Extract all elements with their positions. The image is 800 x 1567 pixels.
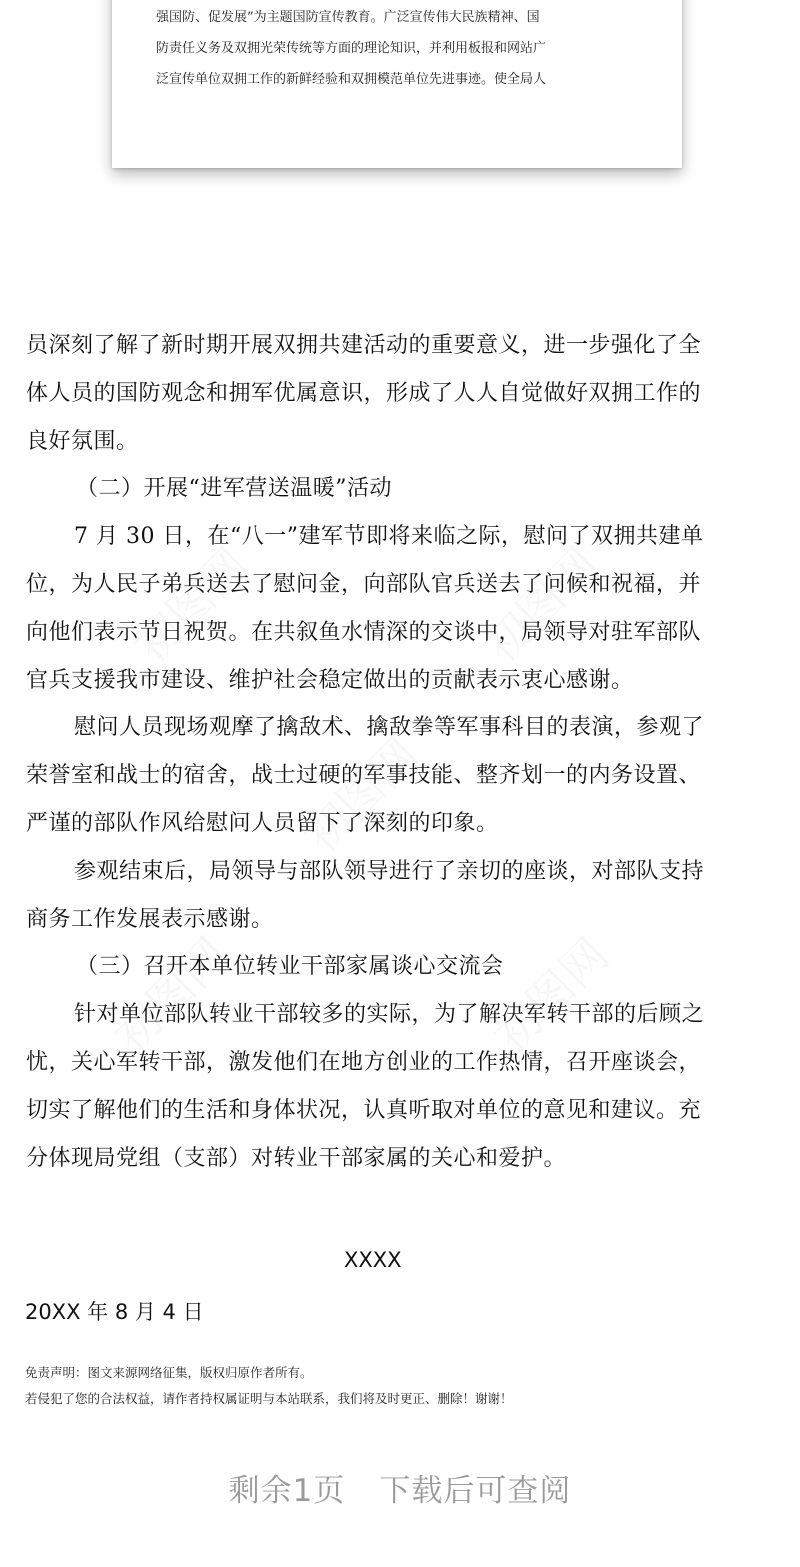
body-line: 荣誉室和战士的宿舍，战士过硬的军事技能、整齐划一的内务设置、 [26,763,702,789]
section-heading-2: （二）开展“进军营送温暖”活动 [76,476,392,502]
section-heading-3: （三）召开本单位转业干部家属谈心交流会 [76,954,504,980]
body-line: 良好氛围。 [26,428,139,454]
body-line: 严谨的部队作风给慰问人员留下了深刻的印象。 [26,810,499,836]
body-line: 商务工作发展表示感谢。 [26,906,274,932]
download-prompt[interactable] [0,1465,800,1510]
disclaimer [25,1360,513,1412]
body-line: 切实了解他们的生活和身体状况，认真听取对单位的意见和建议。充 [26,1097,702,1123]
document-body [26,322,778,1182]
body-line: 慰问人员现场观摩了擒敌术、擒敌拳等军事科目的表演，参观了 [74,715,705,741]
body-line: 7 月 30 日，在“八一”建军节即将来临之际，慰问了双拥共建单 [74,524,704,550]
card-line: 防责任义务及双拥光荣传统等方面的理论知识，并利用板报和网站广 [156,41,547,56]
body-line: 分体现局党组（支部）对转业干部家属的关心和爱护。 [26,1145,567,1171]
body-line: 位，为人民子弟兵送去了慰问金，向部队官兵送去了问候和祝福，并 [26,571,702,597]
remaining-pages-label: 剩余1页 [228,1473,346,1509]
body-line: 参观结束后，局领导与部队领导进行了亲切的座谈，对部队支持 [74,858,705,884]
document-preview-card [112,0,682,168]
signature: XXXX [344,1248,402,1272]
card-line: 强国防、促发展”为主题国防宣传教育。广泛宣传伟大民族精神、国 [156,10,540,25]
body-line: 向他们表示节日祝贺。在共叙鱼水情深的交谈中，局领导对驻军部队 [26,619,702,645]
body-line: 忧，关心军转干部，激发他们在地方创业的工作热情，召开座谈会， [26,1049,702,1075]
body-line: 体人员的国防观念和拥军优属意识，形成了人人自觉做好双拥工作的 [26,380,702,406]
body-line: 官兵支援我市建设、维护社会稳定做出的贡献表示衷心感谢。 [26,667,634,693]
disclaimer-line: 免责声明：图文来源网络征集，版权归原作者所有。 [25,1365,313,1380]
disclaimer-line: 若侵犯了您的合法权益，请作者持权属证明与本站联系，我们将及时更正、删除！谢谢！ [25,1391,513,1406]
download-to-view-label: 下载后可查阅 [379,1473,572,1509]
body-line: 员深刻了解了新时期开展双拥共建活动的重要意义，进一步强化了全 [26,333,702,358]
document-date: 20XX 年 8 月 4 日 [25,1300,204,1324]
body-line: 针对单位部队转业干部较多的实际，为了解决军转干部的后顾之 [74,1002,705,1028]
card-line: 泛宣传单位双拥工作的新鲜经验和双拥模范单位先进事迹。使全局人 [156,72,547,87]
card-paragraph [156,2,646,95]
